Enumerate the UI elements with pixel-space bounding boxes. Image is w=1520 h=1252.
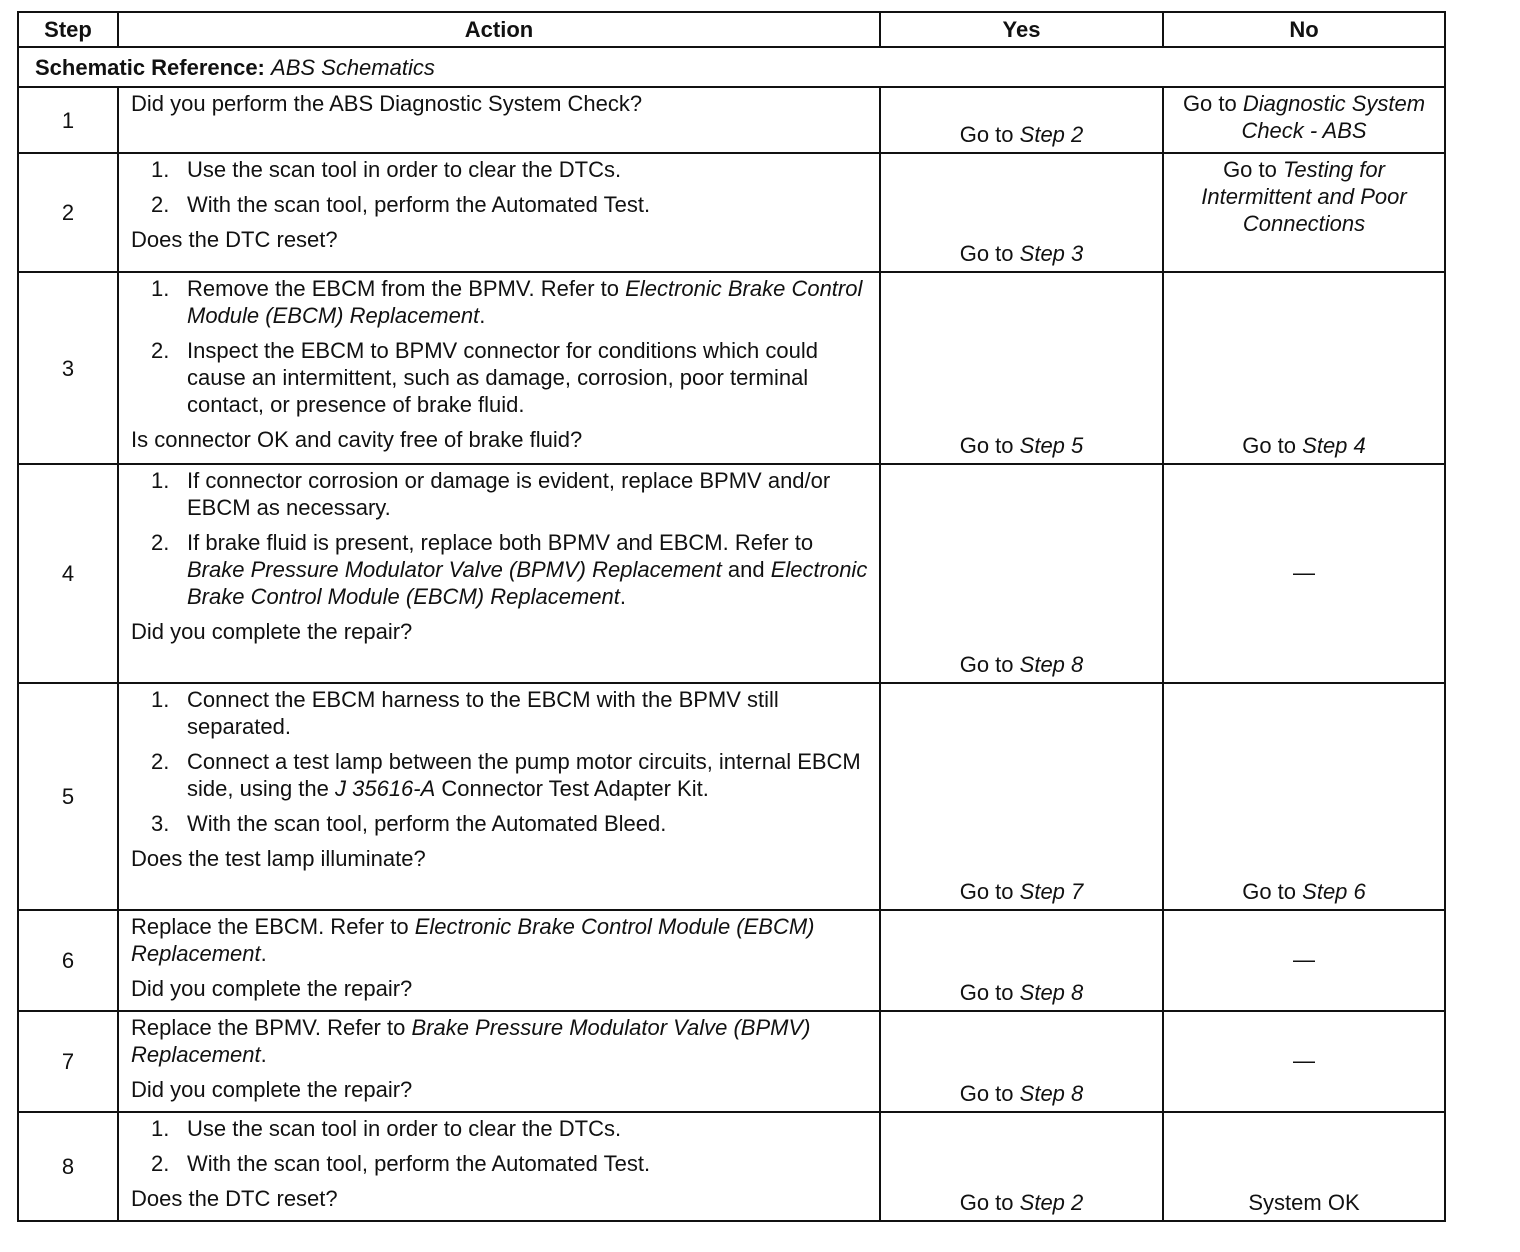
reference-link[interactable]: Brake Pressure Modulator Valve (BPMV) Replacement xyxy=(187,557,722,582)
step-number: 2 xyxy=(18,153,118,272)
yes-cell xyxy=(880,153,1163,272)
item-number: 1. xyxy=(151,1116,170,1141)
table-row-step-8 xyxy=(18,1112,1445,1221)
instruction-list xyxy=(131,275,869,418)
yes-cell xyxy=(880,272,1163,464)
question: Did you complete the repair? xyxy=(131,1077,413,1102)
item-number: 2. xyxy=(151,338,170,363)
table-row-step-1 xyxy=(18,87,1445,153)
action-cell xyxy=(118,1011,880,1112)
no-prefix: Go to xyxy=(1242,879,1297,904)
no-cell xyxy=(1163,1011,1445,1112)
item-number: 2. xyxy=(151,1151,170,1176)
no-prefix: Go to xyxy=(1182,91,1237,116)
yes-prefix: Go to xyxy=(959,241,1014,266)
item-text: If connector corrosion or damage is evident, replace BPMV and/or EBCM as necessary. xyxy=(187,468,831,520)
no-cell xyxy=(1163,910,1445,1011)
item-text: If brake fluid is present, replace both BPMV and EBCM. Refer to xyxy=(187,530,814,555)
step-number: 7 xyxy=(18,1011,118,1112)
no-prefix: Go to xyxy=(1242,433,1297,458)
question: Is connector OK and cavity free of brake fluid? xyxy=(131,427,583,452)
item-number: 2. xyxy=(151,749,170,774)
yes-link[interactable]: Step 3 xyxy=(1019,241,1084,266)
item-text: Use the scan tool in order to clear the DTCs. xyxy=(187,1116,622,1141)
item-text: With the scan tool, perform the Automated Bleed. xyxy=(187,811,667,836)
yes-link[interactable]: Step 8 xyxy=(1019,980,1084,1005)
table-row-step-2 xyxy=(18,153,1445,272)
header-action: Action xyxy=(118,12,880,47)
no-cell xyxy=(1163,272,1445,464)
yes-cell xyxy=(880,1112,1163,1221)
instruction-item xyxy=(131,1150,869,1177)
question: Did you complete the repair? xyxy=(131,619,413,644)
step-number: 4 xyxy=(18,464,118,683)
instruction-item xyxy=(131,748,869,802)
instruction-list xyxy=(131,686,869,837)
yes-link[interactable]: Step 5 xyxy=(1019,433,1084,458)
schematic-reference xyxy=(18,47,1445,87)
item-text: Replace the EBCM. Refer to xyxy=(131,914,409,939)
step-number: 5 xyxy=(18,683,118,910)
yes-link[interactable]: Step 7 xyxy=(1019,879,1084,904)
yes-cell xyxy=(880,464,1163,683)
action-cell xyxy=(118,464,880,683)
item-number: 1. xyxy=(151,468,170,493)
schematic-link[interactable]: ABS Schematics xyxy=(271,54,435,80)
table-row-step-5 xyxy=(18,683,1445,910)
action-cell xyxy=(118,153,880,272)
action-cell xyxy=(118,272,880,464)
table-row-step-6 xyxy=(18,910,1445,1011)
table-row-step-4 xyxy=(18,464,1445,683)
reference-link[interactable]: Brake Pressure Modulator Valve (BPMV) Replacement xyxy=(131,1015,811,1067)
yes-prefix: Go to xyxy=(959,980,1014,1005)
yes-link[interactable]: Step 2 xyxy=(1019,122,1084,147)
instruction-item xyxy=(131,337,869,418)
schematic-reference-row xyxy=(18,47,1445,87)
instruction-item xyxy=(131,1115,869,1142)
step-number: 8 xyxy=(18,1112,118,1221)
step-number: 3 xyxy=(18,272,118,464)
no-value: — xyxy=(1293,1048,1315,1073)
table-row-step-7 xyxy=(18,1011,1445,1112)
item-number: 1. xyxy=(151,157,170,182)
instruction-list xyxy=(131,467,869,610)
instruction-item xyxy=(131,467,869,521)
no-link[interactable]: Diagnostic System Check - ABS xyxy=(1241,91,1426,143)
item-text: With the scan tool, perform the Automated Test. xyxy=(187,192,651,217)
action-cell xyxy=(118,910,880,1011)
reference-link[interactable]: Electronic Brake Control Module (EBCM) Replacement xyxy=(187,557,868,609)
item-text: Connect the EBCM harness to the EBCM with the BPMV still separated. xyxy=(187,687,779,739)
no-cell xyxy=(1163,683,1445,910)
instruction-item xyxy=(131,686,869,740)
action-cell xyxy=(118,87,880,153)
no-cell xyxy=(1163,153,1445,272)
no-link[interactable]: Step 4 xyxy=(1302,433,1366,458)
question: Does the DTC reset? xyxy=(131,1186,338,1211)
item-text: and xyxy=(727,557,765,582)
diagnostic-table xyxy=(17,11,1446,1222)
instruction-item: 1. Remove the EBCM from the BPMV. Refer to Electronic Brake Control Module (EBCM) Replacement. xyxy=(151,276,863,328)
header-row xyxy=(18,12,1445,47)
no-value: — xyxy=(1293,560,1315,585)
instruction-text: Replace the EBCM. Refer to Electronic Brake Control Module (EBCM) Replacement. xyxy=(131,914,815,966)
no-cell xyxy=(1163,87,1445,153)
yes-prefix: Go to xyxy=(959,879,1014,904)
tool-reference: J 35616-A xyxy=(335,776,436,801)
question: Does the DTC reset? xyxy=(131,227,338,252)
reference-link[interactable]: Electronic Brake Control Module (EBCM) Replacement xyxy=(187,276,863,328)
item-text: Inspect the EBCM to BPMV connector for conditions which could cause an intermittent, such as damage, corrosion, poor terminal contact, or presence of brake fluid. xyxy=(187,338,818,417)
yes-prefix: Go to xyxy=(959,1081,1014,1106)
yes-prefix: Go to xyxy=(959,1190,1014,1215)
item-number: 1. xyxy=(151,276,170,301)
question: Did you perform the ABS Diagnostic System Check? xyxy=(131,91,643,116)
yes-cell xyxy=(880,683,1163,910)
header-yes: Yes xyxy=(880,12,1163,47)
header-step: Step xyxy=(18,12,118,47)
item-number: 3. xyxy=(151,811,170,836)
item-text: Connect a test lamp between the pump motor circuits, internal EBCM side, using the xyxy=(187,749,861,801)
no-value: — xyxy=(1293,947,1315,972)
yes-link[interactable]: Step 2 xyxy=(1019,1190,1084,1215)
no-cell xyxy=(1163,1112,1445,1221)
item-text: With the scan tool, perform the Automated Test. xyxy=(187,1151,651,1176)
question: Does the test lamp illuminate? xyxy=(131,846,426,871)
item-text: Replace the BPMV. Refer to xyxy=(131,1015,406,1040)
no-value: System OK xyxy=(1248,1190,1360,1215)
no-link[interactable]: Step 6 xyxy=(1302,879,1366,904)
yes-cell xyxy=(880,910,1163,1011)
instruction-item xyxy=(131,156,869,183)
instruction-item: 2. If brake fluid is present, replace both BPMV and EBCM. Refer to Brake Pressure Modulator Valve (BPMV) Replacement and Electronic Brake Control Module (EBCM) Replacement. xyxy=(151,530,868,609)
yes-prefix: Go to xyxy=(959,122,1014,147)
table-row-step-3 xyxy=(18,272,1445,464)
item-number: 2. xyxy=(151,192,170,217)
no-link[interactable]: Testing for Intermittent and Poor Connections xyxy=(1201,157,1407,236)
item-number: 1. xyxy=(151,687,170,712)
action-cell xyxy=(118,1112,880,1221)
item-text: Use the scan tool in order to clear the DTCs. xyxy=(187,157,622,182)
instruction-list xyxy=(131,1115,869,1177)
yes-link[interactable]: Step 8 xyxy=(1019,652,1084,677)
item-number: 2. xyxy=(151,530,170,555)
question: Did you complete the repair? xyxy=(131,976,413,1001)
step-number: 6 xyxy=(18,910,118,1011)
reference-link[interactable]: Electronic Brake Control Module (EBCM) Replacement xyxy=(131,914,815,966)
no-prefix: Go to xyxy=(1223,157,1277,182)
yes-link[interactable]: Step 8 xyxy=(1019,1081,1084,1106)
header-no: No xyxy=(1163,12,1445,47)
step-number: 1 xyxy=(18,87,118,153)
item-text: Connector Test Adapter Kit. xyxy=(441,776,709,801)
instruction-item xyxy=(131,810,869,837)
instruction-item xyxy=(131,191,869,218)
instruction-text: Replace the BPMV. Refer to Brake Pressure Modulator Valve (BPMV) Replacement. xyxy=(131,1015,811,1067)
yes-prefix: Go to xyxy=(959,433,1014,458)
yes-cell xyxy=(880,87,1163,153)
yes-prefix: Go to xyxy=(959,652,1014,677)
action-cell xyxy=(118,683,880,910)
instruction-list xyxy=(131,156,869,218)
no-cell xyxy=(1163,464,1445,683)
schematic-label: Schematic Reference: xyxy=(35,54,265,80)
yes-cell xyxy=(880,1011,1163,1112)
item-text: Remove the EBCM from the BPMV. Refer to xyxy=(187,276,620,301)
